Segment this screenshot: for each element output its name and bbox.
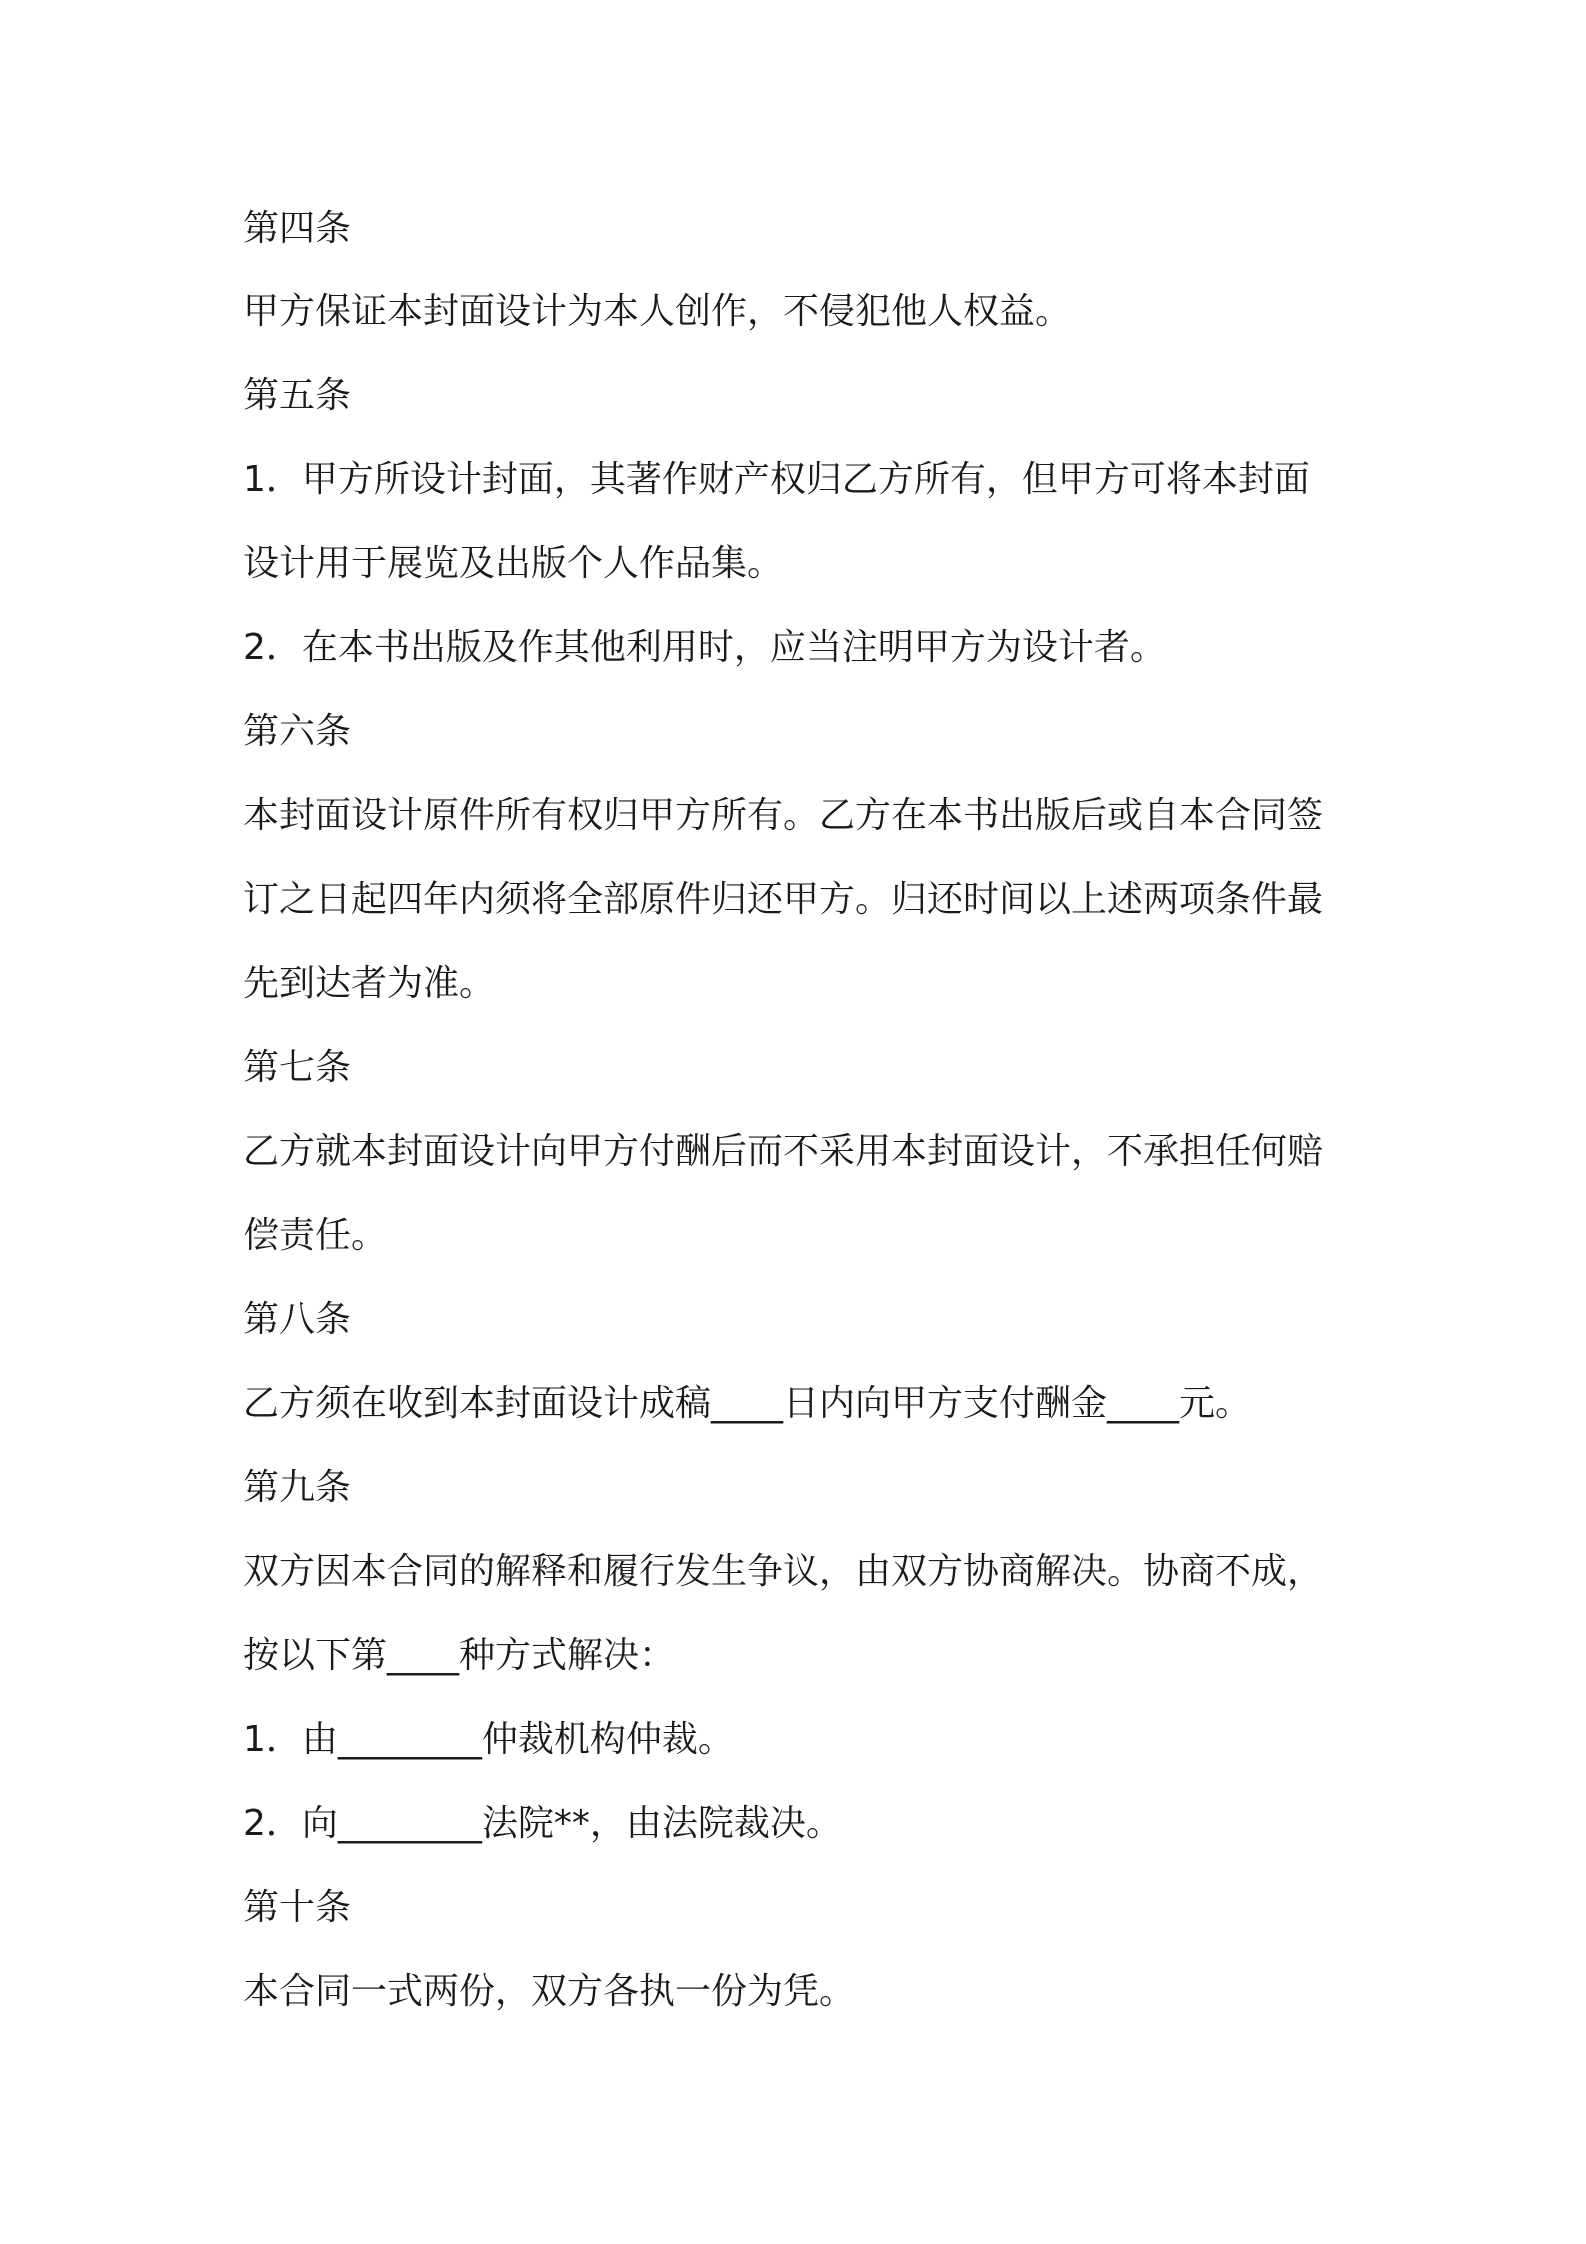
article-4-heading: 第四条: [243, 208, 352, 249]
article-9-option-1: 1．由________仲裁机构仲裁。: [243, 1719, 734, 1760]
article-6-text-line-3: 先到达者为准。: [243, 963, 496, 1004]
article-6-text-line-2: 订之日起四年内须将全部原件归还甲方。归还时间以上述两项条件最: [243, 879, 1324, 920]
article-5-clause-1-line-2: 设计用于展览及出版个人作品集。: [243, 543, 784, 584]
article-4-text: 甲方保证本封面设计为本人创作，不侵犯他人权益。: [243, 291, 1072, 332]
article-9-text-line-2: 按以下第____种方式解决：: [243, 1635, 676, 1676]
article-9-text-line-1: 双方因本合同的解释和履行发生争议，由双方协商解决。协商不成，: [243, 1551, 1324, 1592]
article-9-option-2: 2．向________法院**，由法院裁决。: [243, 1803, 842, 1844]
article-10-text: 本合同一式两份，双方各执一份为凭。: [243, 1971, 856, 2012]
article-6-heading: 第六条: [243, 711, 352, 752]
article-8-text: 乙方须在收到本封面设计成稿____日内向甲方支付酬金____元。: [243, 1383, 1252, 1424]
article-7-text-line-1: 乙方就本封面设计向甲方付酬后而不采用本封面设计，不承担任何赔: [243, 1131, 1324, 1172]
article-5-heading: 第五条: [243, 375, 352, 416]
article-8-heading: 第八条: [243, 1299, 352, 1340]
article-7-text-line-2: 偿责任。: [243, 1215, 388, 1256]
article-5-clause-1-line-1: 1．甲方所设计封面，其著作财产权归乙方所有，但甲方可将本封面: [243, 459, 1310, 500]
article-6-text-line-1: 本封面设计原件所有权归甲方所有。乙方在本书出版后或自本合同签: [243, 795, 1324, 836]
article-9-heading: 第九条: [243, 1467, 352, 1508]
article-5-clause-2: 2．在本书出版及作其他利用时，应当注明甲方为设计者。: [243, 627, 1166, 668]
article-10-heading: 第十条: [243, 1887, 352, 1928]
article-7-heading: 第七条: [243, 1047, 352, 1088]
